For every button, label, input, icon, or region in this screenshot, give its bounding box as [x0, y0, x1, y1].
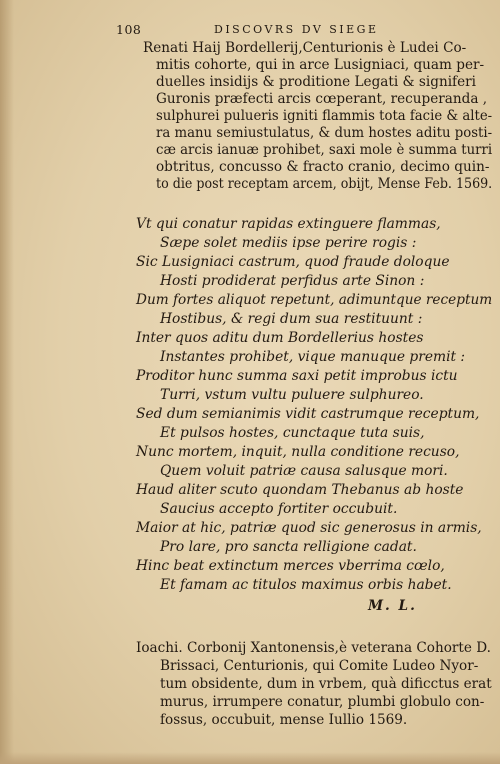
verse-line: Hinc beat extinctum merces vberrima cœlo, — [136, 558, 445, 574]
verse-line: Sæpe solet mediis ipse perire rogis : — [160, 235, 417, 251]
verse-line: Proditor hunc summa saxi petit improbus ictu — [136, 368, 458, 384]
verse-line: Et famam ac titulos maximus orbis habet. — [160, 577, 452, 593]
verse-line: Turri, vstum vultu puluere sulphureo. — [160, 387, 424, 403]
prose-line: ra manu semiustulatus, & dum hostes aditu posti- — [156, 125, 493, 141]
running-head: DISCOVRS DV SIEGE — [214, 23, 379, 36]
verse-line: Nunc mortem, inquit, nulla conditione recuso, — [136, 444, 460, 460]
verse-line: Hostibus, & regi dum sua restituunt : — [160, 311, 423, 327]
page-number: 108 — [116, 22, 142, 37]
prose-line: Ioachi. Corbonij Xantonensis,è veterana Cohorte D. — [136, 640, 491, 656]
verse-line: Quem voluit patriæ causa salusque mori. — [160, 463, 448, 479]
prose-line: to die post receptam arcem, obijt, Mense Feb. 1569. — [156, 176, 493, 192]
prose-line: obtritus, concusso & fracto cranio, decimo quin- — [156, 159, 490, 175]
prose-line: mitis cohorte, qui in arce Lusigniaci, quam per- — [156, 57, 485, 73]
page-gutter-shadow — [0, 0, 14, 764]
author-initials: M. L. — [368, 598, 417, 614]
prose-line: sulphurei pulueris igniti flammis tota facie & alte- — [156, 108, 493, 124]
verse-line: Sed dum semianimis vidit castrumque receptum, — [136, 406, 480, 422]
verse-line: Maior at hic, patriæ quod sic generosus in armis, — [136, 520, 482, 536]
verse-line: Saucius accepto fortiter occubuit. — [160, 501, 398, 517]
prose-line: Guronis præfecti arcis cœperant, recuperanda , — [156, 91, 488, 107]
prose-line: Brissaci, Centurionis, qui Comite Ludeo Nyor- — [160, 658, 479, 674]
prose-line: fossus, occubuit, mense Iullio 1569. — [160, 712, 408, 728]
prose-line: cæ arcis ianuæ prohibet, saxi mole è summa turri — [156, 142, 493, 158]
page-bottom-shadow — [0, 752, 500, 764]
prose-line: tum obsidente, dum in vrbem, quà dificctus erat — [160, 676, 492, 692]
verse-line: Sic Lusigniaci castrum, quod fraude doloque — [136, 254, 450, 270]
prose-line: murus, irrumpere conatur, plumbi globulo con- — [160, 694, 485, 710]
verse-line: Instantes prohibet, vique manuque premit : — [160, 349, 466, 365]
prose-line: Renati Haij Bordellerij,Centurionis è Ludei Co- — [143, 40, 467, 56]
verse-line: Vt qui conatur rapidas extinguere flammas, — [136, 216, 441, 232]
verse-line: Pro lare, pro sancta relligione cadat. — [160, 539, 417, 555]
prose-line: duelles insidijs & proditione Legati & signiferi — [156, 74, 476, 90]
verse-line: Haud aliter scuto quondam Thebanus ab hoste — [136, 482, 464, 498]
verse-line: Dum fortes aliquot repetunt, adimuntque receptum — [136, 292, 493, 308]
verse-line: Et pulsos hostes, cunctaque tuta suis, — [160, 425, 425, 441]
verse-line: Inter quos aditu dum Bordellerius hostes — [136, 330, 424, 346]
verse-line: Hosti prodiderat perfidus arte Sinon : — [160, 273, 425, 289]
page-header — [116, 22, 486, 40]
